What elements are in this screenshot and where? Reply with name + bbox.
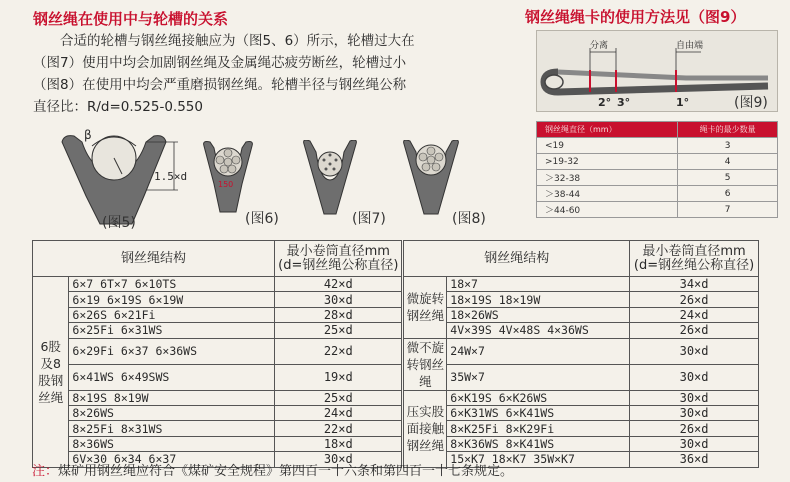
header-diameter: 钢丝绳直径（mm）	[537, 122, 678, 138]
spec-cell: 8×26WS	[69, 405, 275, 420]
left-section-title: 钢丝绳在使用中与轮槽的关系	[33, 10, 229, 28]
diameter-cell: >19-32	[537, 154, 678, 170]
diameter-cell: 36×d	[630, 452, 759, 467]
fig5-label: (图5)	[102, 215, 136, 231]
diameter-cell: 42×d	[275, 277, 403, 292]
separate-label: 分离	[590, 41, 609, 51]
diameter-header-sub: (d=钢丝绳公称直径)	[633, 257, 755, 273]
diameter-cell: 22×d	[275, 338, 403, 364]
table-row	[33, 323, 759, 338]
table-row	[537, 138, 778, 154]
beta-label: β	[84, 128, 92, 142]
diameter-cell: 28×d	[275, 307, 403, 322]
table-row	[537, 154, 778, 170]
table-row	[33, 436, 759, 451]
footnote	[32, 460, 513, 479]
spec-cell: 6×41WS 6×49SWS	[69, 364, 275, 390]
table-row	[33, 364, 759, 390]
diameter-cell: 30×d	[630, 436, 759, 451]
table-row	[33, 307, 759, 322]
count-cell: 3	[678, 138, 778, 154]
right-section-title: 钢丝绳绳卡的使用方法见（图9）	[525, 8, 746, 26]
drum-diameter-table	[32, 240, 759, 468]
count-cell: 7	[678, 202, 778, 218]
group-six-eight-strand: 6股及8股钢丝绳	[33, 277, 69, 468]
table-row	[33, 405, 759, 420]
para-line-2: （图7）使用中均会加剧钢丝绳及金属绳芯疲劳断丝，轮槽过小	[33, 55, 407, 71]
count-cell: 5	[678, 170, 778, 186]
diameter-cell: 18×d	[275, 436, 403, 451]
spec-cell: 18×19S 18×19W	[447, 292, 630, 307]
group-non-rotating: 微不旋转钢丝绳	[403, 338, 447, 390]
dimension-label: 1.5×d	[154, 170, 188, 183]
diameter-cell: 30×d	[275, 292, 403, 307]
diameter-cell: <19	[537, 138, 678, 154]
diameter-cell: 22×d	[275, 421, 403, 436]
spec-cell: 6×K31WS 6×K41WS	[447, 405, 630, 420]
diameter-cell: 30×d	[630, 390, 759, 405]
diameter-header-left	[275, 241, 403, 277]
diameter-cell: ＞38-44	[537, 186, 678, 202]
table-row	[33, 292, 759, 307]
diameter-cell: 24×d	[275, 405, 403, 420]
note-text: 煤矿用钢丝绳应符合《煤矿安全规程》第四百一十六条和第四百一十七条规定。	[58, 464, 514, 479]
spec-cell: 6×K19S 6×K26WS	[447, 390, 630, 405]
diameter-cell: 34×d	[630, 277, 759, 292]
spec-cell: 6V×30 6×34 6×37	[69, 452, 275, 467]
spec-cell: 8×36WS	[69, 436, 275, 451]
free-end-label: 自由端	[676, 41, 704, 51]
para-line-4: 直径比：R/d=0.525-0.550	[33, 99, 203, 115]
angle-3-label: 3°	[617, 96, 631, 109]
para-line-3: （图8）在使用中均会严重磨损钢丝绳。轮槽半径与钢丝绳公称	[33, 77, 407, 93]
table-row	[537, 186, 778, 202]
table-row	[537, 202, 778, 218]
spec-cell: 8×K25Fi 8×K29Fi	[447, 421, 630, 436]
diameter-cell: 30×d	[630, 364, 759, 390]
diameter-cell: 30×d	[630, 405, 759, 420]
spec-cell: 6×7 6T×7 6×10TS	[69, 277, 275, 292]
angle-2-label: 2°	[598, 96, 612, 109]
diameter-cell: 26×d	[630, 292, 759, 307]
spec-cell: 4V×39S 4V×48S 4×36WS	[447, 323, 630, 338]
note-prefix: 注：	[32, 464, 59, 479]
group-low-rotation: 微旋转钢丝绳	[403, 277, 447, 339]
header-clip-count: 绳卡的最少数量	[678, 122, 778, 138]
diameter-cell: 19×d	[275, 364, 403, 390]
group-compacted-strand: 压实股面接触钢丝绳	[403, 390, 447, 467]
table-row	[33, 390, 759, 405]
angle-label: 150	[218, 180, 234, 189]
diameter-cell: ＞32-38	[537, 170, 678, 186]
spec-cell: 24W×7	[447, 338, 630, 364]
diameter-cell: 26×d	[630, 421, 759, 436]
spec-cell: 35W×7	[447, 364, 630, 390]
spec-cell: 18×26WS	[447, 307, 630, 322]
spec-cell: 8×K36WS 8×K41WS	[447, 436, 630, 451]
fig9-label: (图9)	[734, 95, 768, 111]
diameter-header-sub: (d=钢丝绳公称直径)	[278, 257, 399, 273]
spec-cell: 8×25Fi 8×31WS	[69, 421, 275, 436]
fig7-label: (图7)	[352, 211, 386, 227]
table-row	[33, 277, 759, 292]
spec-cell: 6×26S 6×21Fi	[69, 307, 275, 322]
spec-cell: 15×K7 18×K7 35W×K7	[447, 452, 630, 467]
spec-cell: 6×19 6×19S 6×19W	[69, 292, 275, 307]
diameter-header-title: 最小卷筒直径mm	[642, 243, 746, 259]
diameter-cell: 26×d	[630, 323, 759, 338]
structure-header-right: 钢丝绳结构	[403, 241, 630, 277]
diameter-header-title: 最小卷筒直径mm	[286, 243, 390, 259]
structure-header-left: 钢丝绳结构	[33, 241, 275, 277]
table-row	[33, 338, 759, 364]
fig8-label: (图8)	[452, 211, 486, 227]
table-row	[33, 421, 759, 436]
spec-cell: 6×25Fi 6×31WS	[69, 323, 275, 338]
diameter-cell: 25×d	[275, 390, 403, 405]
diameter-cell: 30×d	[630, 338, 759, 364]
main-table-header	[33, 241, 759, 277]
spec-cell: 18×7	[447, 277, 630, 292]
para-line-1: 合适的轮槽与钢丝绳接触应为（图5、6）所示，轮槽过大在	[60, 33, 415, 49]
count-cell: 4	[678, 154, 778, 170]
diameter-cell: ＞44-60	[537, 202, 678, 218]
fig6-label: (图6)	[245, 211, 279, 227]
count-cell: 6	[678, 186, 778, 202]
table-row	[537, 170, 778, 186]
diameter-cell: 24×d	[630, 307, 759, 322]
diameter-cell: 25×d	[275, 323, 403, 338]
spec-cell: 8×19S 8×19W	[69, 390, 275, 405]
diameter-cell: 30×d	[275, 452, 403, 467]
angle-1-label: 1°	[676, 96, 690, 109]
clip-table-header	[537, 122, 778, 138]
diameter-header-right	[630, 241, 759, 277]
clip-count-table	[536, 121, 778, 218]
spec-cell: 6×29Fi 6×37 6×36WS	[69, 338, 275, 364]
